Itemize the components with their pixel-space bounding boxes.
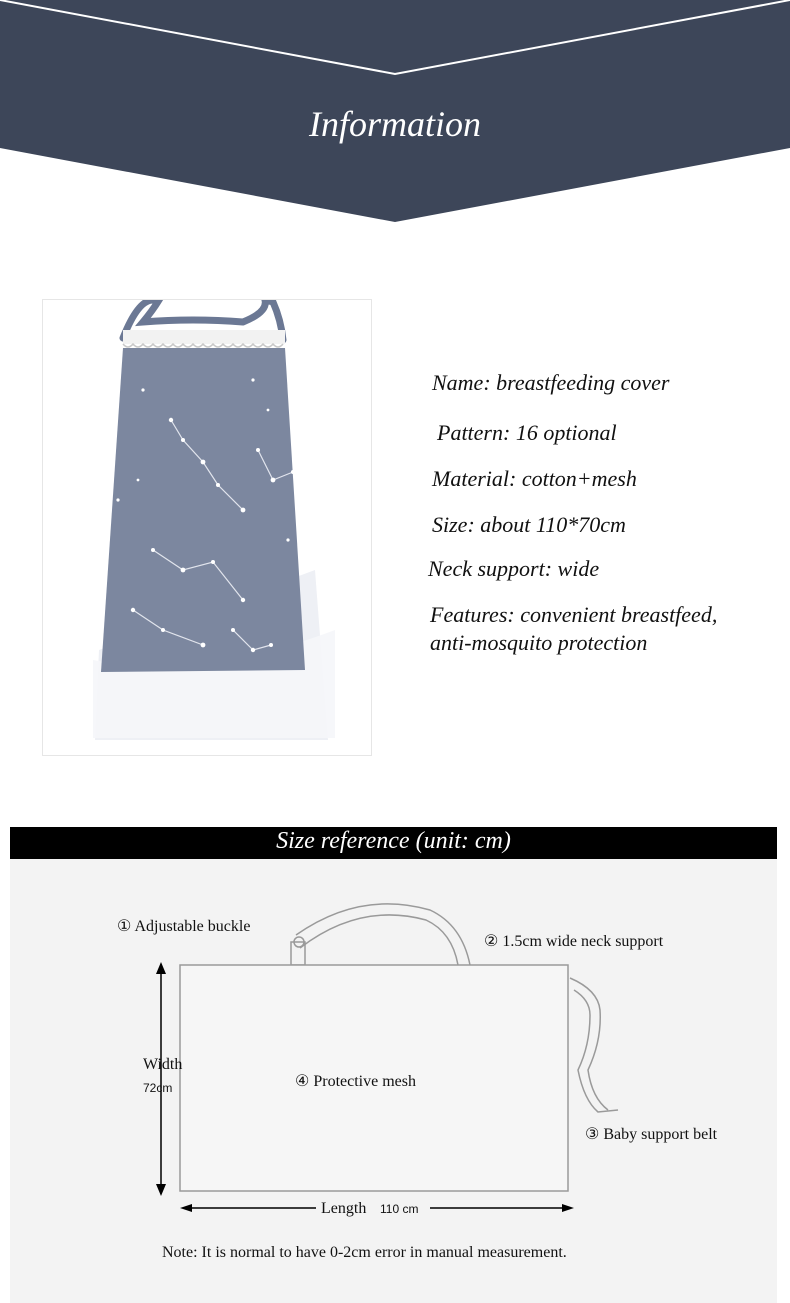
product-size: Size: about 110*70cm: [432, 512, 626, 537]
product-pattern: Pattern: 16 optional: [437, 420, 617, 445]
buckle-label: ① Adjustable buckle: [117, 918, 251, 935]
length-value: 110 cm: [380, 1202, 419, 1216]
size-reference-title: Size reference (unit: cm): [10, 827, 777, 859]
product-name: Name: breastfeeding cover: [432, 370, 670, 395]
page-title: Information: [308, 104, 481, 144]
product-neck-support: Neck support: wide: [428, 556, 600, 581]
product-material: Material: cotton+mesh: [432, 466, 637, 491]
width-label: Width: [143, 1056, 183, 1073]
measurement-note: Note: It is normal to have 0-2cm error in manual measurement.: [162, 1244, 567, 1261]
baby-belt-label: ③ Baby support belt: [585, 1126, 718, 1143]
mesh-label: ④ Protective mesh: [295, 1073, 416, 1090]
product-photo: [42, 299, 372, 756]
product-features-line2: anti-mosquito protection: [430, 630, 648, 655]
product-features-line1: Features: convenient breastfeed,: [430, 602, 718, 627]
nursing-cover-illustration: [43, 300, 371, 755]
length-label: Length: [321, 1200, 367, 1217]
width-value: 72cm: [143, 1081, 173, 1095]
neck-support-label: ② 1.5cm wide neck support: [484, 933, 664, 950]
